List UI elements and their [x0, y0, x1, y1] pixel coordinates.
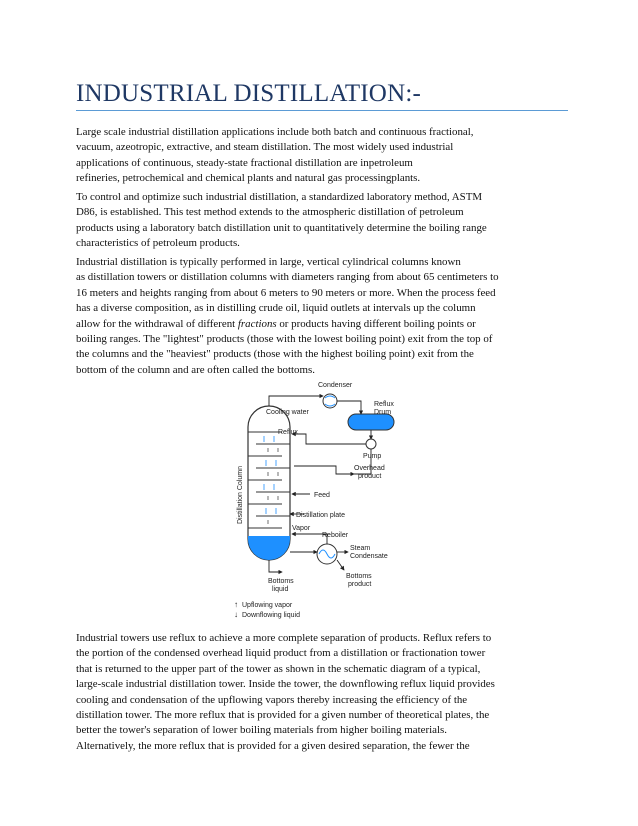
text-line: Industrial towers use reflux to achieve a more complete separation of products. Reflux refers to — [76, 632, 492, 644]
text-line: D86, is established. This test method extends to the atmospheric distillation of petroleum — [76, 206, 464, 219]
text-line — [76, 317, 564, 332]
reflux-drum-label-1: Reflux — [374, 401, 394, 408]
text-line: vacuum, azeotropic, extractive, and steam distillation. The most widely used industrial — [76, 141, 454, 154]
reflux-label: Reflux — [278, 429, 298, 436]
text-line: better the tower's separation of lower boiling materials from higher boiling materials. — [76, 724, 447, 737]
diagram-legend — [234, 600, 300, 619]
cooling-water-label: Cooling water — [266, 409, 309, 416]
text-line: Large scale industrial distillation applications include both batch and continuous fractional, — [76, 126, 474, 138]
text-line: the columns and the "heaviest" products (those with the highest boiling point) exit from the — [76, 348, 474, 361]
bottoms-product-label-1: Bottoms — [346, 573, 372, 580]
reboiler — [317, 532, 349, 564]
down-arrow-icon: ↓ — [234, 610, 238, 619]
page-title: INDUSTRIAL DISTILLATION:- — [76, 80, 421, 107]
text-line: the portion of the condensed overhead liquid product from a distillation or fractionation tower — [76, 647, 486, 660]
steam-label-2: Condensate — [350, 553, 388, 560]
text-line: bottom of the column and are often called the bottoms. — [76, 363, 315, 376]
distillation-diagram — [226, 374, 406, 622]
text-line: cooling and condensation of the upflowing vapors thereby increasing the efficiency of the — [76, 693, 468, 706]
reflux-drum-label-2: Drum — [374, 409, 392, 416]
text-line: products using a laboratory batch distillation unit to quantitatively determine the boiling range — [76, 221, 487, 234]
legend-downflowing: Downflowing liquid — [242, 612, 300, 619]
text-line: characteristics of petroleum products. — [76, 237, 240, 250]
text-line: Industrial distillation is typically performed in large, vertical cylindrical columns known — [76, 256, 461, 268]
bottoms-liquid-label-2: liquid — [272, 586, 289, 593]
text-line: applications of continuous, steady-state fractional distillation are inpetroleum — [76, 156, 413, 169]
feed-label: Feed — [314, 492, 330, 499]
legend-upflowing: Upflowing vapor — [242, 602, 293, 609]
vapor-label: Vapor — [292, 525, 311, 532]
paragraph-2 — [76, 190, 564, 252]
overhead-label-1: Overhead — [354, 465, 385, 472]
text-line: as distillation towers or distillation columns with diameters ranging from about 65 centimeters to — [76, 271, 499, 284]
text-line: To control and optimize such industrial distillation, a standardized laboratory method, ASTM — [76, 191, 483, 203]
pump — [363, 439, 381, 460]
text-line: has a diverse composition, as in distilling crude oil, liquid outlets at intervals up the column — [76, 302, 476, 315]
steam-label-1: Steam — [350, 545, 371, 552]
text-line: refineries, petrochemical and chemical plants and natural gas processingplants. — [76, 172, 421, 185]
emphasis-fractions: fractions — [237, 317, 277, 330]
text-line: Alternatively, the more reflux that is provided for a given desired separation, the fewer the — [76, 739, 470, 752]
condenser — [266, 382, 353, 416]
overhead-label-2: product — [358, 473, 382, 480]
text-line: distillation tower. The more reflux that is provided for a given number of theoretical plates, the — [76, 709, 490, 722]
column-label: Distillation Column — [237, 466, 244, 524]
text-segment: allow for the withdrawal of different — [76, 317, 238, 330]
reboiler-label: Reboiler — [322, 532, 349, 539]
text-line: boiling ranges. The "lightest" products (those with the lowest boiling point) exit from the top of — [76, 333, 493, 346]
pump-label: Pump — [363, 453, 382, 460]
up-arrow-icon: ↑ — [234, 600, 238, 609]
bottoms-liquid-label-1: Bottoms — [268, 578, 294, 585]
text-line: 16 meters and heights ranging from about 6 meters to 90 meters or more. When the process feed — [76, 286, 496, 299]
paragraph-4 — [76, 631, 564, 754]
distillation-plate-label: Distillation plate — [296, 512, 346, 519]
paragraph-3 — [76, 255, 564, 378]
text-line: that is returned to the upper part of the tower as shown in the schematic diagram of a typical, — [76, 662, 481, 675]
reflux-drum — [348, 401, 394, 430]
text-segment: or products having different boiling points or — [276, 317, 476, 330]
title-underline — [76, 110, 568, 111]
bottoms-product-label-2: product — [348, 581, 372, 588]
paragraph-1 — [76, 125, 564, 187]
text-line: large-scale industrial distillation tower. Inside the tower, the downflowing reflux liquid provides — [76, 678, 495, 691]
condenser-label: Condenser — [318, 382, 353, 389]
